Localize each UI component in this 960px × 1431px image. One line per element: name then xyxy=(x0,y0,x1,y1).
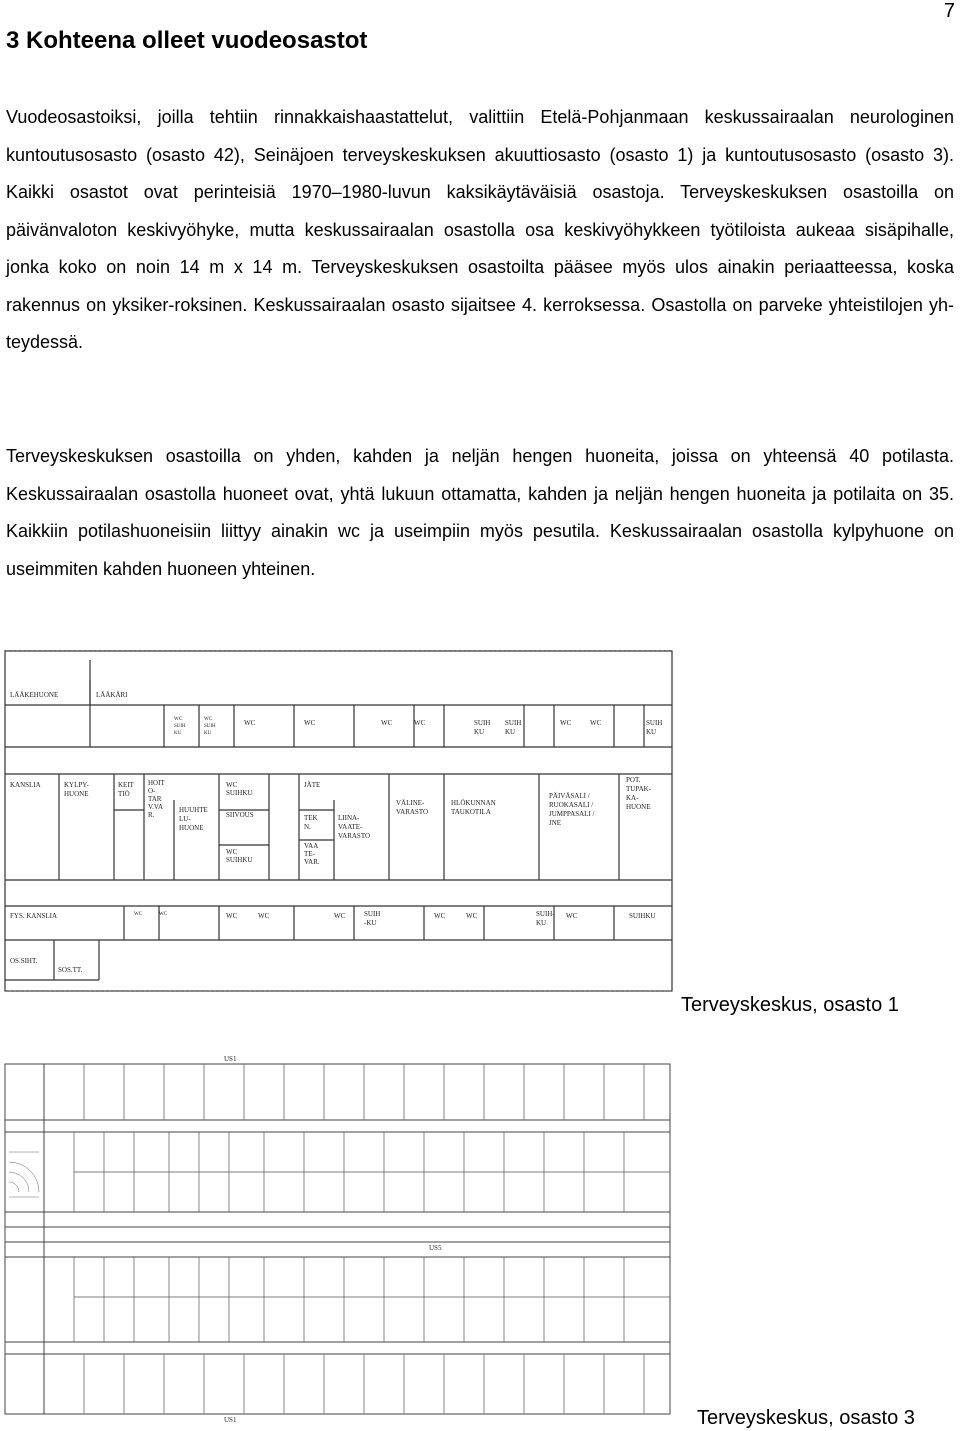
label-wc-7: WC xyxy=(560,719,572,727)
label-pot-4: HUONE xyxy=(626,803,651,811)
label-suih-7: SUIH- xyxy=(536,910,555,918)
label-liina-1: LIINA- xyxy=(338,814,360,822)
figure-1-caption: Terveyskeskus, osasto 1 xyxy=(681,994,899,1016)
label-wc-1: WC xyxy=(174,717,183,722)
label-os-siht: OS.SIHT. xyxy=(10,957,38,965)
label-pot-2: TUPAK- xyxy=(626,785,652,793)
label-ku-2: KU xyxy=(204,731,212,736)
label-hoit-1: HOIT xyxy=(148,779,165,787)
label-laakari: LÄÄKÄRI xyxy=(96,691,128,699)
label-suihku-2: SUIHKU xyxy=(226,856,253,864)
label-valine-1: VÄLINE- xyxy=(396,799,425,807)
label-wc-13: WC xyxy=(226,912,238,920)
label-wc-5: WC xyxy=(381,719,393,727)
label-suih-2: SUIH xyxy=(204,724,216,729)
label-wc-14: WC xyxy=(258,912,270,920)
label-hoit-2: O- xyxy=(148,787,156,795)
label-us5: US5 xyxy=(429,1244,442,1252)
label-ku-4: KU xyxy=(505,728,516,736)
label-vaa-3: VAR. xyxy=(304,858,320,866)
label-hoit-4: V.VA xyxy=(148,803,164,811)
label-hoit-5: R. xyxy=(148,811,155,819)
label-ku-5: KU xyxy=(646,728,657,736)
label-hlokunnan-2: TAUKOTILA xyxy=(451,808,491,816)
label-ku-dash: -KU xyxy=(364,919,377,927)
label-huuhte-1: HUUHTE xyxy=(179,806,208,814)
label-suih-6: SUIH xyxy=(364,910,381,918)
label-keit-2: TIÖ xyxy=(118,790,130,798)
label-siivous: SIIVOUS xyxy=(226,811,254,819)
label-suih-1: SUIH xyxy=(174,724,186,729)
label-wc-15: WC xyxy=(334,912,346,920)
label-kanslia: KANSLIA xyxy=(10,781,41,789)
label-jate: JÄTE xyxy=(304,781,321,789)
label-wc-2: WC xyxy=(204,717,213,722)
label-kylpy-1: KYLPY- xyxy=(64,781,89,789)
label-wc-9: WC xyxy=(226,781,238,789)
label-suih-3: SUIH xyxy=(474,719,491,727)
label-suih-4: SUIH xyxy=(505,719,522,727)
label-valine-2: VARASTO xyxy=(396,808,429,816)
label-suihku-3: SUIHKU xyxy=(629,912,656,920)
label-us1-bottom: US1 xyxy=(224,1416,237,1424)
label-liina-2: VAATE- xyxy=(338,823,363,831)
label-suih-5: SUIH xyxy=(646,719,663,727)
label-paiva-2: RUOKASALI / xyxy=(549,801,594,809)
label-wc-6: WC xyxy=(414,719,426,727)
label-wc-10: WC xyxy=(226,848,238,856)
label-wc-12: WC xyxy=(159,912,168,917)
label-ku-3: KU xyxy=(474,728,485,736)
label-wc-16: WC xyxy=(434,912,446,920)
page-number: 7 xyxy=(943,0,955,22)
label-pot-3: KA- xyxy=(626,794,639,802)
label-pot-1: POT. xyxy=(626,776,641,784)
label-liina-3: VARASTO xyxy=(338,832,371,840)
label-paiva-3: JUMPPASALI / xyxy=(549,810,595,818)
paragraph-2: Terveyskeskuksen osastoilla on yhden, kahden ja neljän hengen huoneita, joissa on yhteensä 40 potilasta. Keskussairaalan osastolla huoneet ovat, yhtä lukuun ottamatta, kahden ja neljän hengen huoneita ja potilaita on 35. Kaikkiin potilashuoneisiin liittyy ainakin wc ja useimpiin myös pesutila. Keskussairaalan osastolla kylpyhuone on useimmiten kahden huoneen yhteinen. xyxy=(6,446,954,579)
label-paiva-1: PÄIVÄSALI / xyxy=(549,792,590,800)
label-fys-kanslia: FYS. KANSLIA xyxy=(10,912,58,920)
paragraph-1: Vuodeosastoiksi, joilla tehtiin rinnakkaishaastattelut, valittiin Etelä-Pohjanmaan keskussairaalan neurologinen kuntoutusosasto (osasto 42), Seinäjoen terveyskeskuksen akuuttiosasto (osasto 1) ja kuntoutusosasto (osasto 3). Kaikki osastot ovat perinteisiä 1970–1980-luvun kaksikäytäväisiä osastoja. Terveyskeskuksen osastoilla on päivänvaloton keskivyöhyke, mutta keskussairaalan osastolla osa keskivyöhykkeen työtiloista aukeaa sisäpihalle, jonka koko on noin 14 m x 14 m. Terveyskeskuksen osastoilta pääsee myös ulos ainakin periaatteessa, koska rakennus on yksiker-roksinen. Keskussairaalan osasto sijaitsee 4. kerroksessa. Osastolla on parveke yhteistilojen yh-teydessä. xyxy=(6,107,954,352)
label-wc-8: WC xyxy=(590,719,602,727)
label-hoit-3: TAR xyxy=(148,795,162,803)
label-vaa-1: VAA xyxy=(304,842,319,850)
floor-plan-osasto-1 xyxy=(4,650,674,995)
label-wc-18: WC xyxy=(566,912,578,920)
label-wc-11: WC xyxy=(134,912,143,917)
label-kylpy-2: HUONE xyxy=(64,790,89,798)
label-wc-3: WC xyxy=(244,719,256,727)
label-sos-tt: SOS.TT. xyxy=(58,966,83,974)
label-tek-2: N. xyxy=(304,823,311,831)
label-wc-17: WC xyxy=(466,912,478,920)
label-huuhte-2: LU- xyxy=(179,815,191,823)
label-ku-6: KU xyxy=(536,919,547,927)
label-suihku-1: SUIHKU xyxy=(226,789,253,797)
label-paiva-4: JNE xyxy=(549,819,562,827)
section-title: 3 Kohteena olleet vuodeosastot xyxy=(6,27,368,54)
label-ku-1: KU xyxy=(174,731,182,736)
label-vaa-2: TE- xyxy=(304,850,315,858)
floor-plan-osasto-3 xyxy=(4,1052,672,1424)
figure-2-caption: Terveyskeskus, osasto 3 xyxy=(697,1407,915,1429)
label-us1-top: US1 xyxy=(224,1055,237,1063)
label-laakehuone: LÄÄKEHUONE xyxy=(10,691,59,699)
label-keit-1: KEIT xyxy=(118,781,134,789)
label-tek-1: TEK xyxy=(304,814,318,822)
label-wc-4: WC xyxy=(304,719,316,727)
label-hlokunnan-1: HLÖKUNNAN xyxy=(451,799,496,807)
label-huuhte-3: HUONE xyxy=(179,824,204,832)
